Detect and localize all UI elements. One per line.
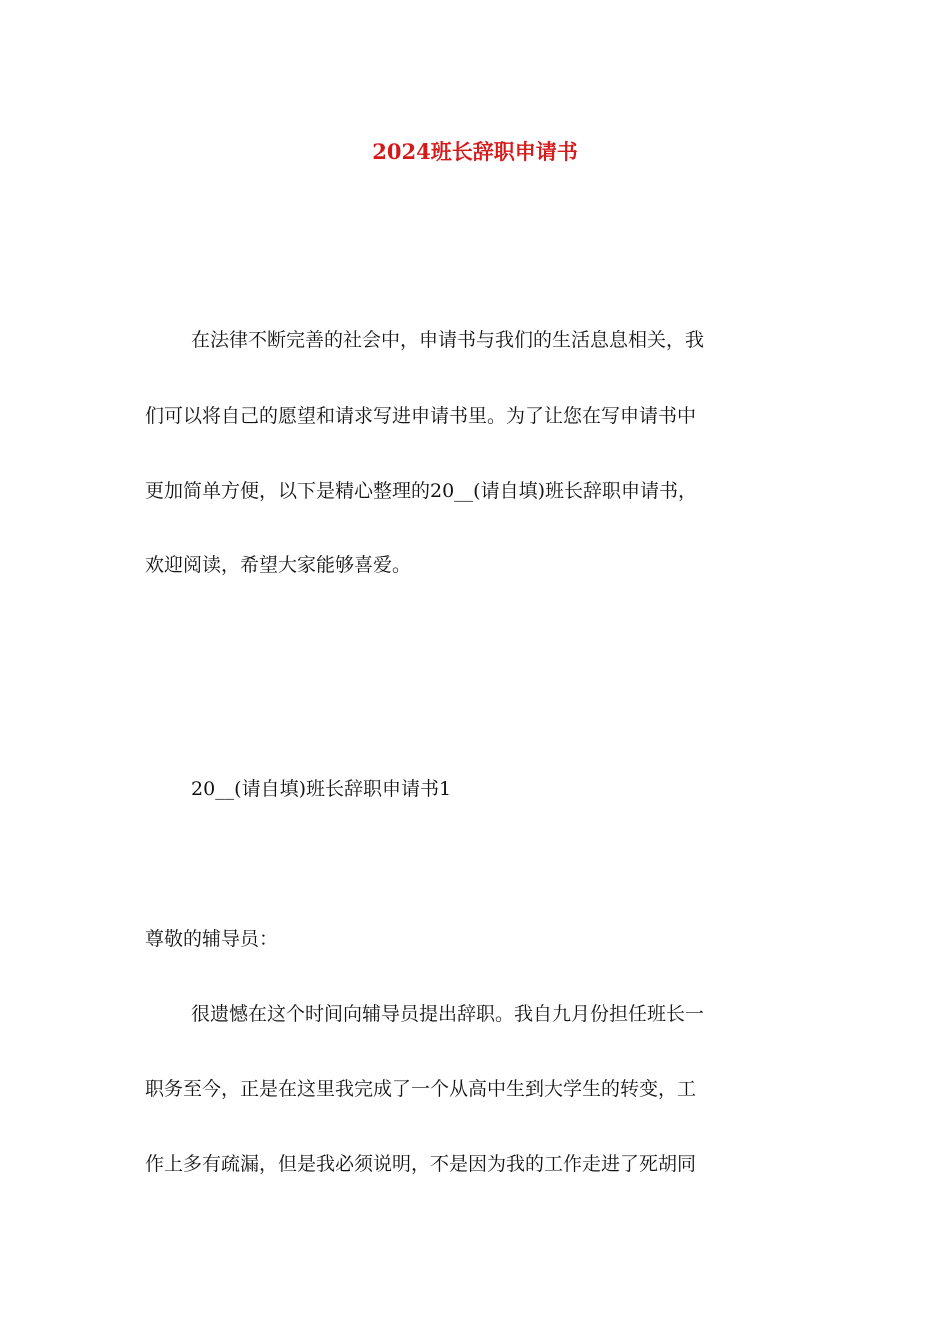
body-line-1: 很遗憾在这个时间向辅导员提出辞职。我自九月份担任班长一 <box>191 1003 705 1025</box>
body-line-2: 职务至今，正是在这里我完成了一个从高中生到大学生的转变，工 <box>145 1078 697 1100</box>
document-title: 2024班长辞职申请书 <box>372 139 578 164</box>
intro-line-2: 们可以将自己的愿望和请求写进申请书里。为了让您在写申请书中 <box>145 405 697 427</box>
salutation: 尊敬的辅导员： <box>145 928 279 950</box>
section-heading: 20__(请自填)班长辞职申请书1 <box>191 778 452 800</box>
intro-line-1: 在法律不断完善的社会中，申请书与我们的生活息息相关，我 <box>191 329 705 351</box>
intro-line-3: 更加简单方便，以下是精心整理的20__(请自填)班长辞职申请书， <box>145 480 698 502</box>
body-line-3: 作上多有疏漏，但是我必须说明，不是因为我的工作走进了死胡同 <box>145 1153 697 1175</box>
intro-line-4: 欢迎阅读，希望大家能够喜爱。 <box>145 554 412 576</box>
